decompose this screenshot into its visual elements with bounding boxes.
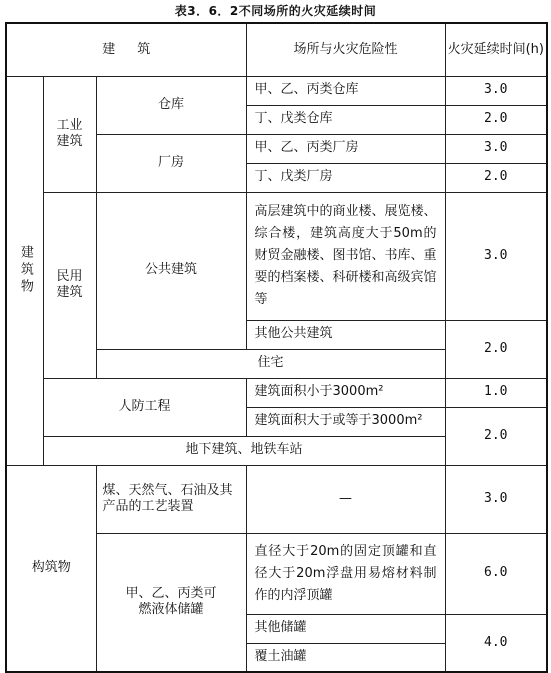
type-tanks: 甲、乙、丙类可燃液体储罐 [96,533,246,672]
place-cell: 住宅 [96,349,445,378]
place-cell: 建筑面积大于或等于3000m² [246,407,445,436]
duration-cell: 1.0 [445,378,547,407]
table-row [6,76,547,105]
type-warehouse: 仓库 [96,76,246,134]
place-cell: 甲、乙、丙类仓库 [246,76,445,105]
duration-cell: 3.0 [445,192,547,320]
group-structures: 构筑物 [6,465,96,672]
fire-duration-table [5,22,548,673]
table-row [6,465,547,533]
header-place: 场所与火灾危险性 [246,23,445,76]
header-building: 建筑 [6,23,246,76]
place-cell: 覆土油罐 [246,643,445,672]
group-buildings: 建筑物 [6,76,43,465]
duration-cell: 2.0 [445,407,547,465]
duration-cell: 3.0 [445,134,547,163]
place-cell: 建筑面积小于3000m² [246,378,445,407]
place-cell: 高层建筑中的商业楼、展览楼、综合楼，建筑高度大于50m的财贸金融楼、图书馆、书库、重要的档案楼、科研楼和高级宾馆等 [246,192,445,320]
table-row [6,192,547,320]
duration-cell: 4.0 [445,614,547,672]
header-row [6,23,547,76]
duration-cell: 3.0 [445,76,547,105]
header-duration: 火灾延续时间(h) [445,23,547,76]
duration-cell: 3.0 [445,465,547,533]
place-cell: 丁、戊类厂房 [246,163,445,192]
duration-cell: 2.0 [445,163,547,192]
type-process: 煤、天然气、石油及其产品的工艺装置 [96,465,246,533]
table-title: 表3．6．2不同场所的火灾延续时间 [174,4,377,18]
category-civil: 民用建筑 [43,192,96,378]
type-public: 公共建筑 [96,192,246,349]
duration-cell: 2.0 [445,320,547,378]
place-cell: — [246,465,445,533]
place-cell: 甲、乙、丙类厂房 [246,134,445,163]
type-factory: 厂房 [96,134,246,192]
duration-cell: 2.0 [445,105,547,134]
place-cell: 其他公共建筑 [246,320,445,349]
type-civil-defense: 人防工程 [43,378,246,436]
place-cell: 其他储罐 [246,614,445,643]
place-cell: 丁、戊类仓库 [246,105,445,134]
place-cell: 直径大于20m的固定顶罐和直径大于20m浮盘用易熔材料制作的内浮顶罐 [246,533,445,614]
category-industrial: 工业建筑 [43,76,96,192]
table-row [6,378,547,407]
duration-cell: 6.0 [445,533,547,614]
place-cell: 地下建筑、地铁车站 [43,436,445,465]
